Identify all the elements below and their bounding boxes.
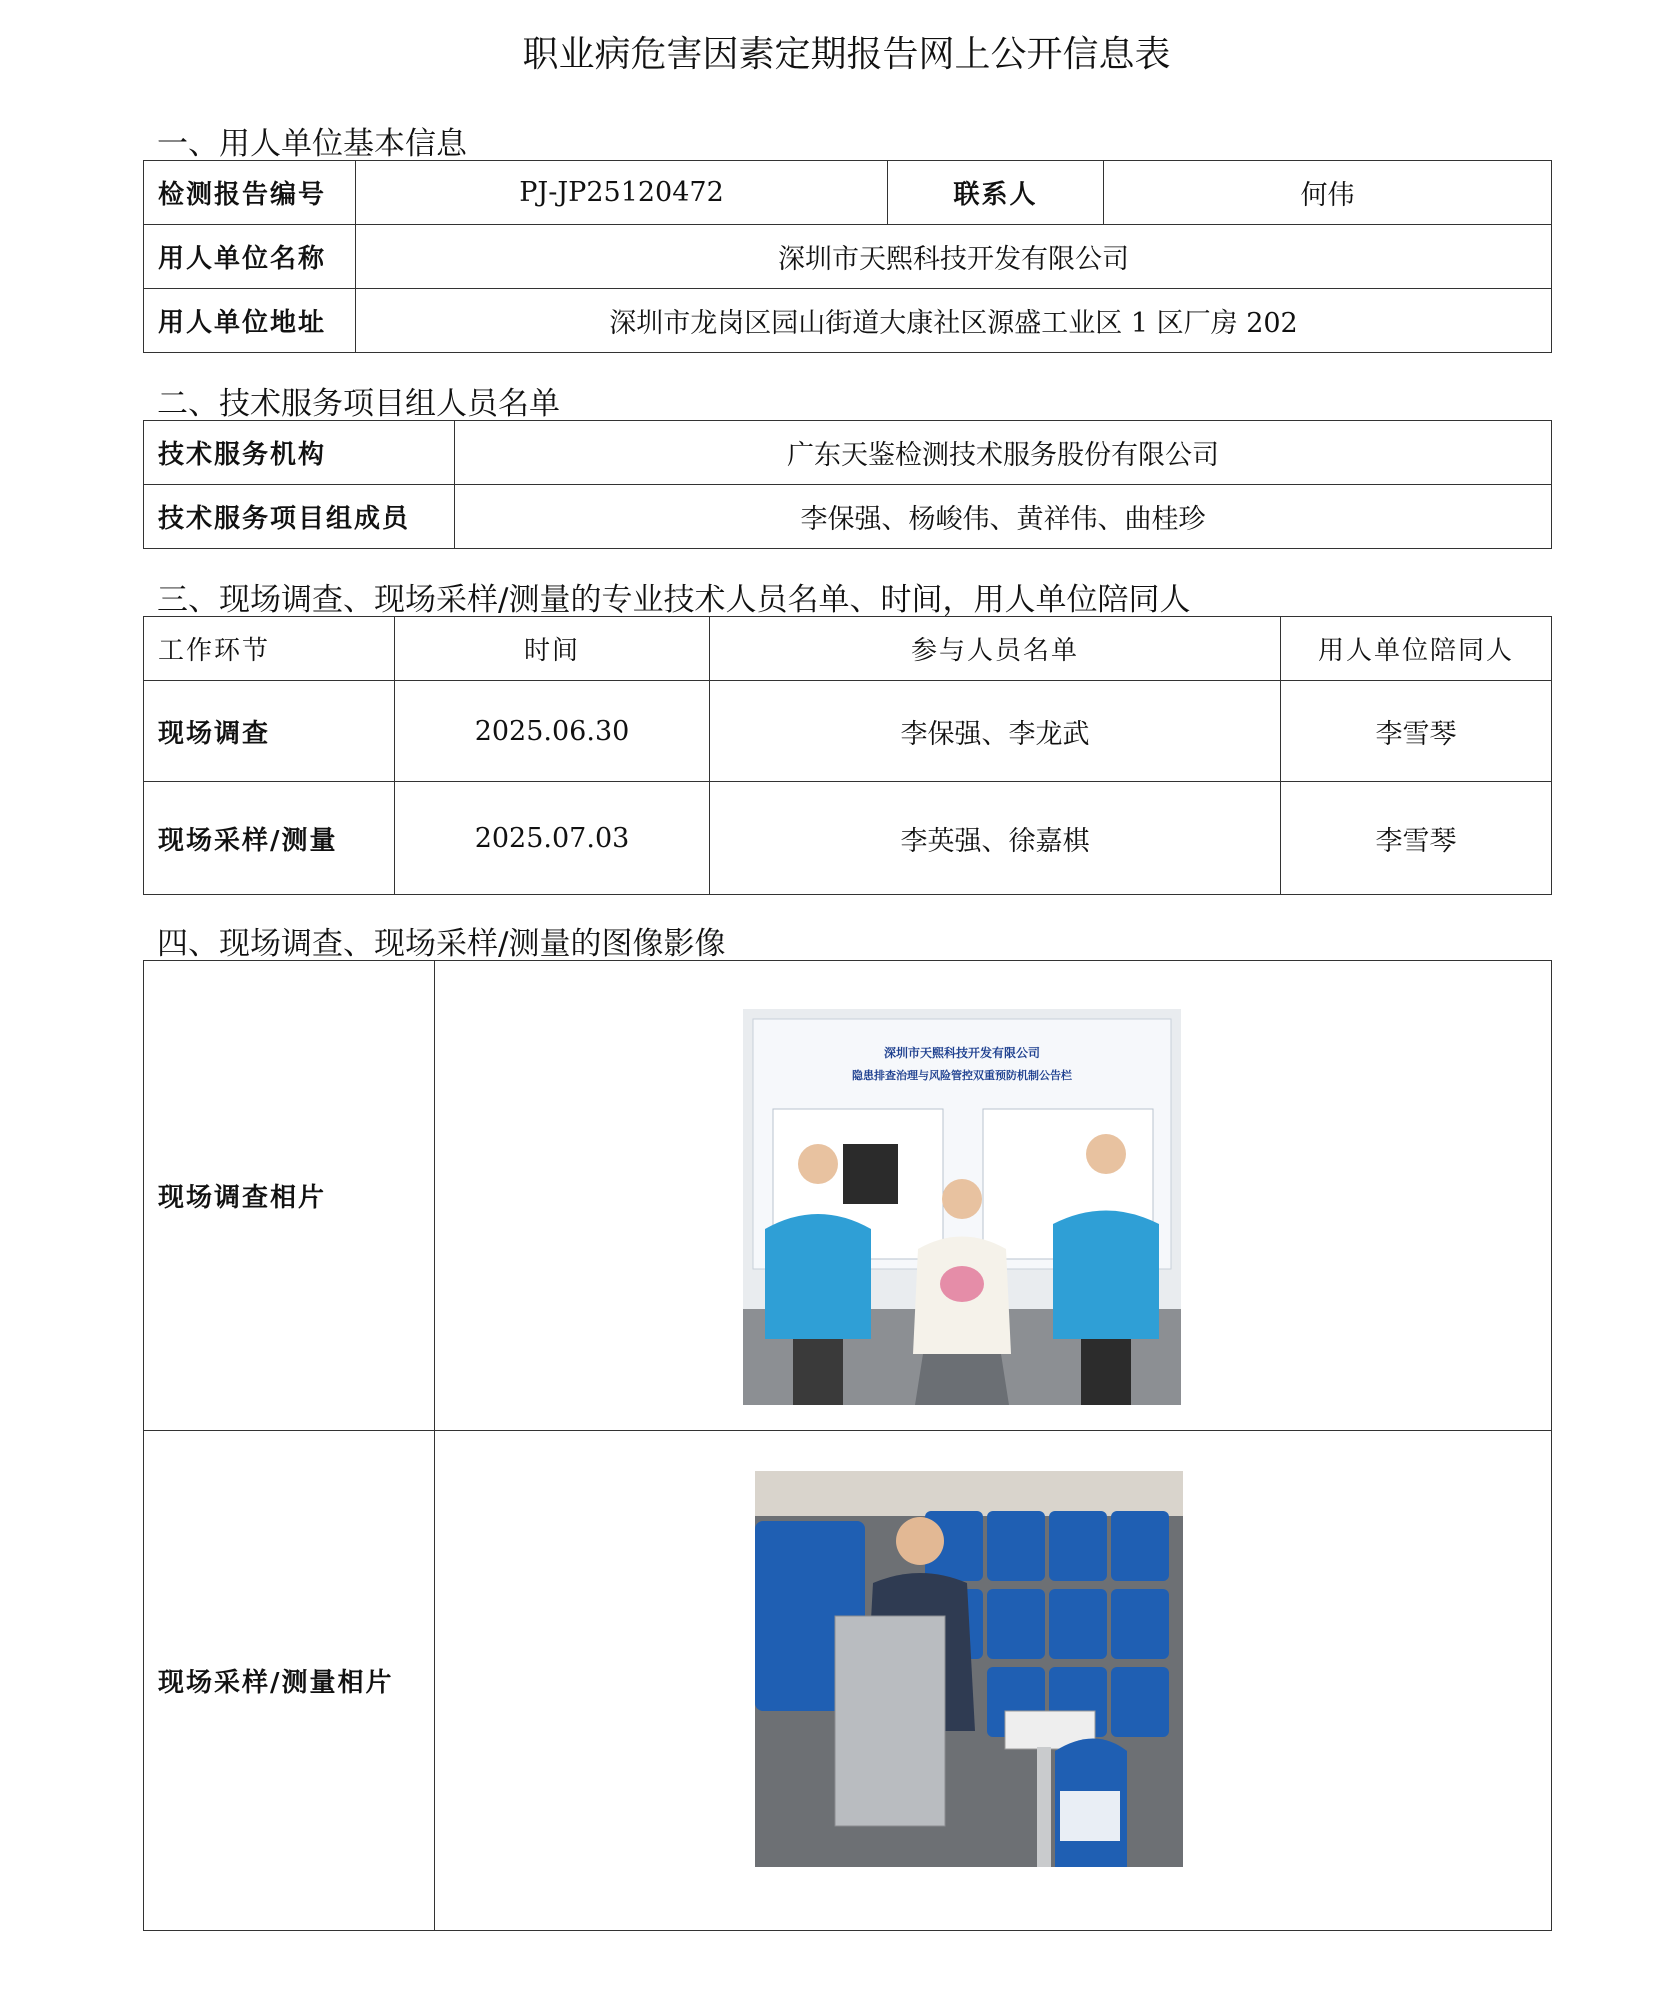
board-line-1: 深圳市天熙科技开发有限公司 — [883, 1046, 1041, 1060]
contact-value: 何伟 — [1104, 161, 1552, 225]
page-title: 职业病危害因素定期报告网上公开信息表 — [522, 34, 1171, 75]
members-value: 李保强、杨峻伟、黄祥伟、曲桂珍 — [455, 485, 1552, 549]
survey-photo-cell — [435, 961, 1552, 1431]
table-row — [144, 782, 1552, 895]
members-label: 技术服务项目组成员 — [144, 485, 455, 549]
header-stage: 工作环节 — [144, 617, 395, 681]
board-line-2: 隐患排查治理与风险管控双重预防机制公告栏 — [852, 1069, 1072, 1082]
basic-info-table — [143, 160, 1552, 353]
company-name-value: 深圳市天熙科技开发有限公司 — [356, 225, 1552, 289]
sampling-photo-image — [755, 1471, 1183, 1867]
section-heading-team: 二、技术服务项目组人员名单 — [157, 386, 560, 422]
company-address-label: 用人单位地址 — [144, 289, 356, 353]
team-table — [143, 420, 1552, 549]
date-cell: 2025.06.30 — [395, 681, 710, 782]
company-address-value: 深圳市龙岗区园山街道大康社区源盛工业区 1 区厂房 202 — [356, 289, 1552, 353]
agency-label: 技术服务机构 — [144, 421, 455, 485]
section-heading-schedule: 三、现场调查、现场采样/测量的专业技术人员名单、时间，用人单位陪同人 — [157, 582, 1191, 618]
section-heading-photos: 四、现场调查、现场采样/测量的图像影像 — [157, 926, 726, 962]
report-no-value: PJ-JP25120472 — [356, 161, 888, 225]
companion-cell: 李雪琴 — [1281, 681, 1552, 782]
photo-table — [143, 960, 1552, 1931]
participants-cell: 李英强、徐嘉棋 — [710, 782, 1281, 895]
header-date: 时间 — [395, 617, 710, 681]
report-no-label: 检测报告编号 — [144, 161, 356, 225]
sampling-photo-cell — [435, 1431, 1552, 1931]
contact-label: 联系人 — [888, 161, 1104, 225]
survey-photo-label: 现场调查相片 — [144, 961, 435, 1431]
survey-photo-image — [743, 1009, 1181, 1405]
header-participants: 参与人员名单 — [710, 617, 1281, 681]
company-name-label: 用人单位名称 — [144, 225, 356, 289]
agency-value: 广东天鉴检测技术服务股份有限公司 — [455, 421, 1552, 485]
schedule-table — [143, 616, 1552, 895]
survey-photo — [743, 1009, 1181, 1405]
date-cell: 2025.07.03 — [395, 782, 710, 895]
stage-cell: 现场调查 — [144, 681, 395, 782]
stage-cell: 现场采样/测量 — [144, 782, 395, 895]
table-row — [144, 681, 1552, 782]
header-companion: 用人单位陪同人 — [1281, 617, 1552, 681]
sampling-photo-label: 现场采样/测量相片 — [144, 1431, 435, 1931]
section-heading-basic-info: 一、用人单位基本信息 — [157, 126, 467, 162]
participants-cell: 李保强、李龙武 — [710, 681, 1281, 782]
sampling-photo — [755, 1471, 1183, 1867]
companion-cell: 李雪琴 — [1281, 782, 1552, 895]
